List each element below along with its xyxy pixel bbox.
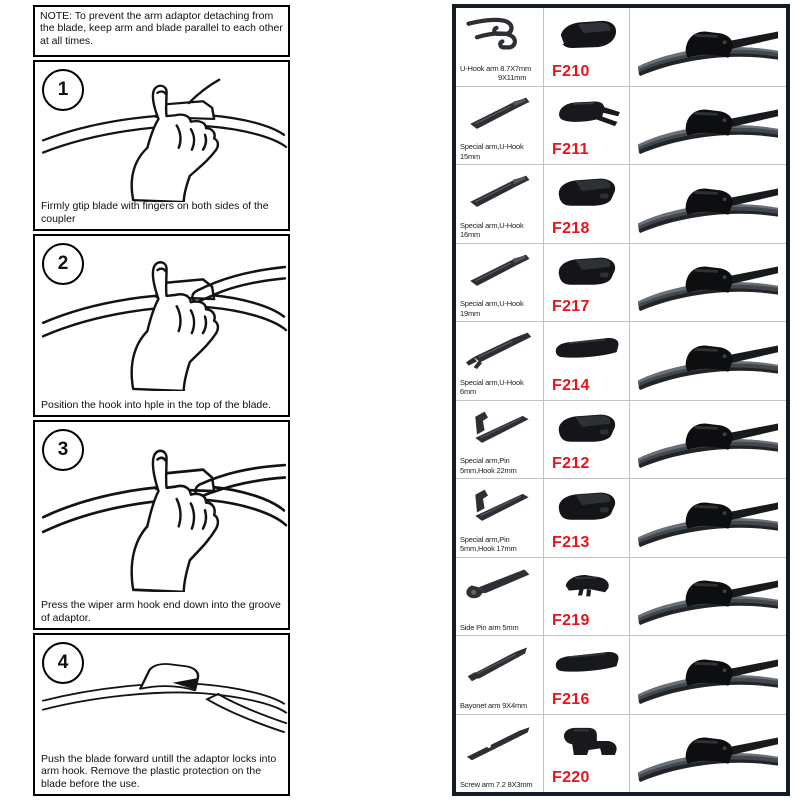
blade-photo-cell: [630, 479, 786, 557]
arm-type-cell: [456, 165, 544, 243]
blade-with-arm-icon: [633, 326, 783, 396]
arm-type-label: Bayonet arm 9X4mm: [460, 701, 528, 711]
adaptor-cell: [544, 636, 630, 714]
blade-with-arm-icon: [633, 404, 783, 474]
block-adaptor-icon: [548, 482, 626, 528]
special-u-hook-arm-icon: [459, 90, 539, 134]
pin-hook-arm-icon: [459, 404, 539, 448]
arm-type-cell: [456, 244, 544, 322]
model-number: F211: [552, 141, 589, 158]
bayonet-arm-icon: [459, 639, 539, 683]
adapter-row: [456, 558, 786, 637]
blade-photo-cell: [630, 322, 786, 400]
model-number: F214: [552, 376, 590, 394]
u-hook-arm-icon: [459, 11, 539, 55]
arm-type-cell: [456, 479, 544, 557]
blade-with-arm-icon: [633, 12, 783, 82]
adaptor-cell: [544, 87, 630, 165]
step-number-badge: [42, 642, 84, 684]
claw-adaptor-icon: [548, 11, 626, 57]
hook-adaptor-icon: [548, 718, 626, 764]
arm-type-cell: [456, 636, 544, 714]
model-number: F218: [552, 219, 590, 237]
model-number: F210: [552, 62, 590, 80]
step-caption: Firmly gtip blade with fingers on both sides of the coupler: [41, 200, 269, 226]
step-number: 2: [57, 253, 69, 274]
step-number: 4: [57, 652, 69, 673]
blade-photo-cell: [630, 87, 786, 165]
blade-with-arm-icon: [633, 90, 783, 160]
slim-adaptor-icon: [548, 639, 626, 685]
arm-type-label: Special arm,U-Hook 15mm: [460, 142, 524, 161]
arm-type-cell: [456, 322, 544, 400]
adapter-row: [456, 479, 786, 558]
adapter-row: [456, 401, 786, 480]
blade-photo-cell: [630, 165, 786, 243]
blade-with-arm-icon: [633, 247, 783, 317]
arm-type-label: Screw arm 7.2 8X3mm: [460, 779, 533, 789]
step-box-2: [33, 234, 290, 417]
note-text: NOTE: To prevent the arm adaptor detaching from the blade, keep arm and blade parallel to each other at all times.: [40, 10, 283, 47]
adaptor-cell: [544, 8, 630, 86]
adapter-row: [456, 165, 786, 244]
model-number: F213: [552, 533, 590, 551]
step-number: 1: [57, 79, 69, 100]
adapter-row: [456, 8, 786, 87]
pin-hook-arm-icon: [459, 482, 539, 526]
step-caption: Position the hook into hple in the top of the blade.: [41, 399, 272, 412]
step-box-3: [33, 420, 290, 630]
adapter-row: [456, 715, 786, 793]
blade-photo-cell: [630, 401, 786, 479]
instruction-panel: [33, 5, 290, 799]
model-number: F217: [552, 298, 590, 315]
step-caption: Push the blade forward untill the adaptor locks into arm hook. Remove the plastic protection on the blade before the use.: [41, 752, 277, 791]
blade-photo-cell: [630, 244, 786, 322]
arm-type-label: Special arm,U-Hook 6mm: [460, 377, 524, 397]
cap-adaptor-icon: [548, 561, 626, 607]
step-caption: Press the wiper arm hook end down into the groove of adaptor.: [41, 599, 281, 625]
block-adaptor-icon: [548, 404, 626, 450]
special-u-hook-arm-icon: [459, 168, 539, 212]
arm-type-cell: [456, 558, 544, 636]
adaptor-cell: [544, 322, 630, 400]
block-adaptor-icon: [548, 247, 626, 293]
step-box-4: [33, 633, 290, 796]
adaptor-cell: [544, 165, 630, 243]
step-box-1: [33, 60, 290, 231]
step-number-badge: [42, 243, 84, 285]
screw-arm-icon: [459, 718, 539, 762]
adapter-row: [456, 322, 786, 401]
arm-type-label: Special arm,Pin 5mm,Hook 17mm: [460, 534, 517, 554]
adapter-row: [456, 87, 786, 166]
arm-type-label: Special arm,U-Hook 16mm: [460, 220, 524, 240]
arm-type-cell: [456, 715, 544, 793]
arm-type-label: Special arm,Pin 5mm,Hook 22mm: [460, 456, 517, 475]
blade-with-arm-icon: [633, 169, 783, 239]
clip-adaptor-icon: [548, 90, 626, 136]
model-number: F219: [552, 612, 590, 629]
adaptor-cell: [544, 401, 630, 479]
arm-type-label-line2: 9X11mm: [498, 73, 527, 83]
note-box: [33, 5, 290, 57]
blade-with-arm-icon: [633, 483, 783, 553]
arm-type-cell: [456, 8, 544, 86]
model-number: F220: [552, 769, 590, 786]
model-number: F216: [552, 690, 590, 708]
adapter-row: [456, 636, 786, 715]
model-number: F212: [552, 455, 590, 472]
step-number: 3: [57, 439, 69, 460]
blade-photo-cell: [630, 8, 786, 86]
adapter-compatibility-table: [452, 4, 790, 796]
arm-type-label: Side Pin arm 5mm: [460, 622, 519, 632]
adaptor-cell: [544, 715, 630, 793]
step-number-badge: [42, 429, 84, 471]
adaptor-cell: [544, 479, 630, 557]
adaptor-cell: [544, 558, 630, 636]
adapter-row: [456, 244, 786, 323]
step-number-badge: [42, 69, 84, 111]
arm-type-label: Special arm,U-Hook 19mm: [460, 299, 524, 318]
special-u-hook-fork-arm-icon: [459, 325, 539, 369]
blade-photo-cell: [630, 636, 786, 714]
blade-photo-cell: [630, 715, 786, 793]
arm-type-cell: [456, 87, 544, 165]
blade-with-arm-icon: [633, 718, 783, 788]
side-pin-arm-icon: [459, 561, 539, 605]
blade-with-arm-icon: [633, 640, 783, 710]
slim-adaptor-icon: [548, 325, 626, 371]
arm-type-label: U-Hook arm 8.7X7mm 9X11mm: [460, 64, 541, 83]
blade-with-arm-icon: [633, 561, 783, 631]
block-adaptor-icon: [548, 168, 626, 214]
blade-photo-cell: [630, 558, 786, 636]
adaptor-cell: [544, 244, 630, 322]
special-u-hook-arm-icon: [459, 247, 539, 291]
arm-type-cell: [456, 401, 544, 479]
